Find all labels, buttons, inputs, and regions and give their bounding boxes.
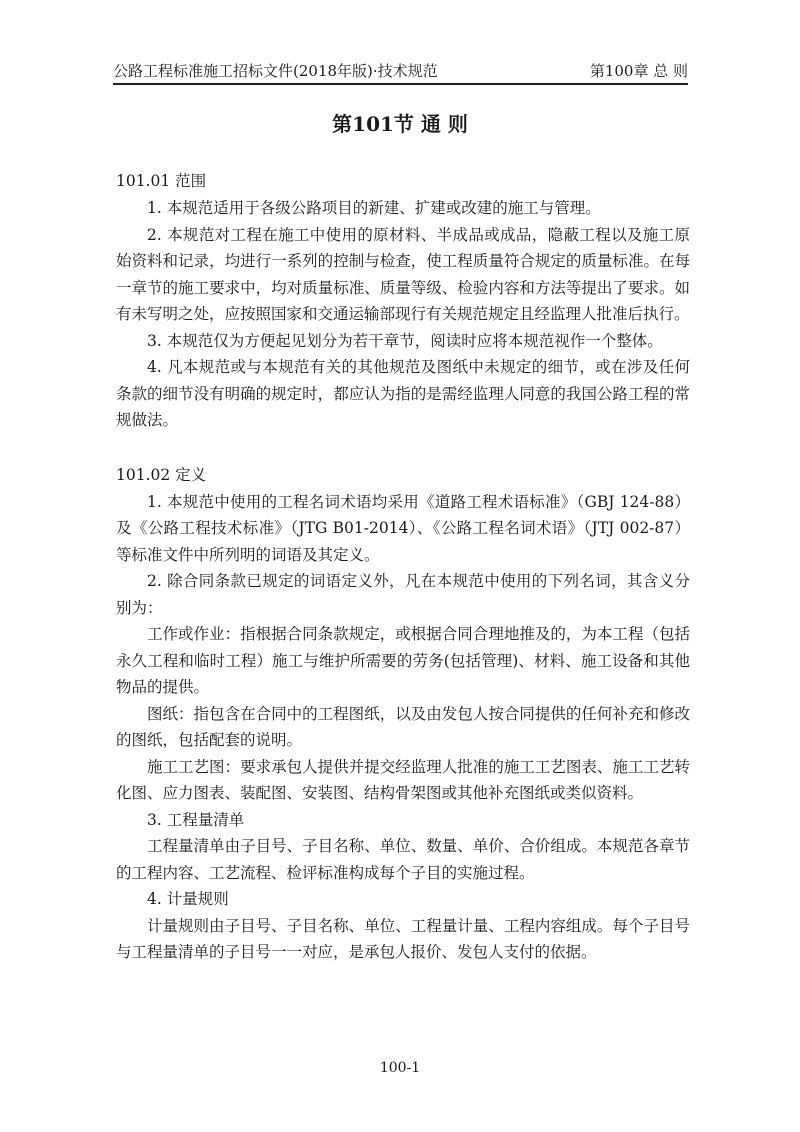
header-document-title: 公路工程标准施工招标文件(2018年版)·技术规范 <box>113 62 438 80</box>
page-number: 100-1 <box>379 1060 421 1076</box>
paragraph: 3. 本规范仅为方便起见划分为若干章节，阅读时应将本规范视作一个整体。 <box>147 331 663 350</box>
paragraph: 2. 本规范对工程在施工中使用的原材料、半成品或成品，隐蔽工程以及施工原始资料和记录，均进行一系列的控制与检查，使工程质量符合规定的质量标准。在每一章节的施工要求中，均对质量标准、质量等级、检验内容和方法等提出了要求。如有未写明之处，应按照国家和交通运输部现行有关规范规定且经监理人批准后执行。 <box>116 225 690 323</box>
paragraph: 4. 凡本规范或与本规范有关的其他规范及图纸中未规定的细节，或在涉及任何条款的细节没有明确的规定时，都应认为指的是需经监理人同意的我国公路工程的常规做法。 <box>116 358 690 429</box>
section-heading-scope: 101.01 范围 <box>116 172 207 190</box>
paragraph: 计量规则由子目号、子目名称、单位、工程量计量、工程内容组成。每个子目号与工程量清单的子目号一一对应，是承包人报价、发包人支付的依据。 <box>116 916 690 961</box>
subheading: 3. 工程量清单 <box>147 810 245 829</box>
paragraph: 工程量清单由子目号、子目名称、单位、数量、单价、合价组成。本规范各章节的工程内容、工艺流程、检评标准构成每个子目的实施过程。 <box>116 837 690 882</box>
section-heading-definitions: 101.02 定义 <box>116 465 207 484</box>
document-body <box>116 167 690 966</box>
paragraph: 1. 本规范中使用的工程名词术语均采用《道路工程术语标准》（GBJ 124-88）及《公路工程技术标准》（JTG B01-2014）、《公路工程名词术语》（JTJ 002-87）等标准文件中所列明的词语及其定义。 <box>116 492 690 564</box>
paragraph: 1. 本规范适用于各级公路项目的新建、扩建或改建的施工与管理。 <box>147 199 601 217</box>
header-chapter: 第100章 总 则 <box>589 62 688 80</box>
section-title: 第101节 通 则 <box>332 112 468 136</box>
header-rule <box>113 83 688 85</box>
paragraph: 图纸：指包含在合同中的工程图纸，以及由发包人按合同提供的任何补充和修改的图纸，包括配套的说明。 <box>116 704 690 749</box>
section-gap <box>116 434 690 461</box>
paragraph: 2. 除合同条款已规定的词语定义外，凡在本规范中使用的下列名词，其含义分别为： <box>116 572 690 617</box>
running-header <box>113 55 688 81</box>
paragraph: 工作或作业：指根据合同条款规定，或根据合同合理地推及的，为本工程（包括永久工程和临时工程）施工与维护所需要的劳务(包括管理)、材料、施工设备和其他物品的提供。 <box>116 625 690 696</box>
subheading: 4. 计量规则 <box>147 890 229 908</box>
paragraph: 施工工艺图：要求承包人提供并提交经监理人批准的施工工艺图表、施工工艺转化图、应力图表、装配图、安装图、结构骨架图或其他补充图纸或类似资料。 <box>116 757 690 802</box>
